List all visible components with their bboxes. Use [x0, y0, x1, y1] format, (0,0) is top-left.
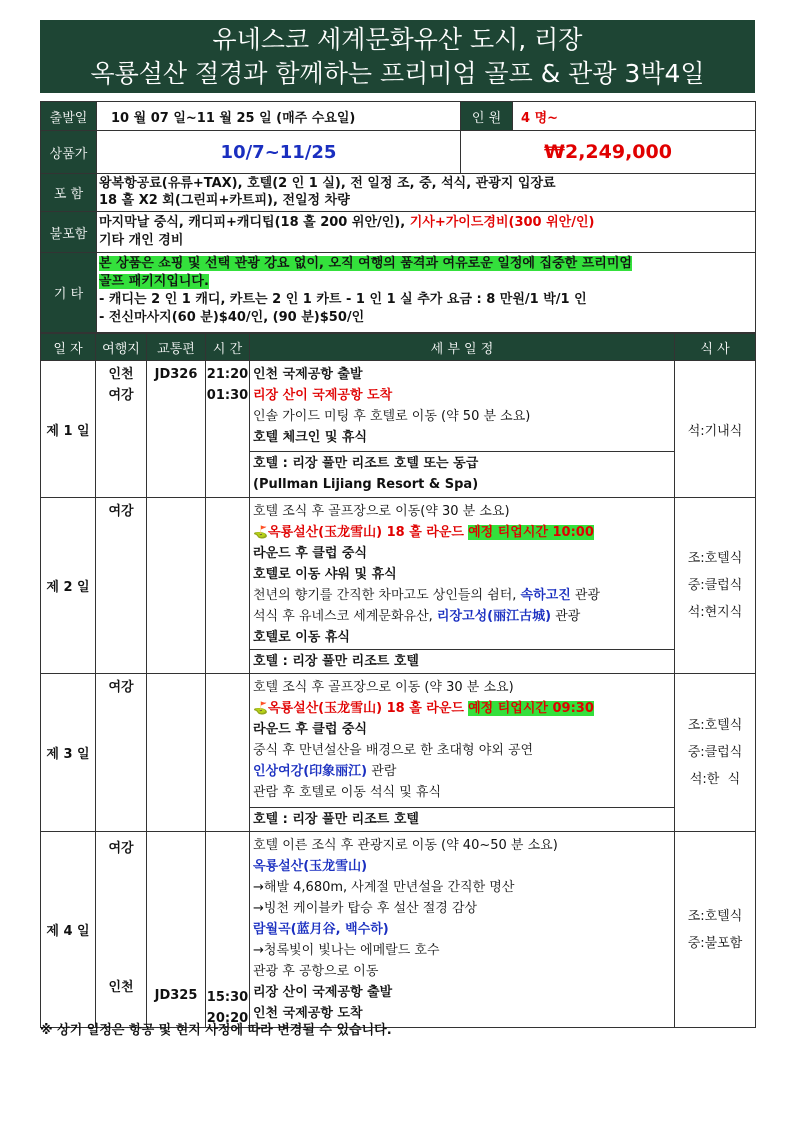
day-1-line-3: 인솔 가이드 미팅 후 호텔로 이동 (약 50 분 소요) — [253, 409, 531, 424]
day-3-line-5b: 관람 — [367, 764, 397, 779]
title-line-1: 유네스코 세계문화유산 도시, 리장 — [212, 25, 583, 54]
day-1-place-2: 여강 — [108, 388, 134, 403]
day-3-meal-1: 조:호텔식 — [687, 718, 743, 733]
day-2-line-6b: 리장고성(丽江古城) — [436, 609, 552, 624]
schedule-table — [40, 333, 756, 1028]
golf-flag-icon: ⛳ — [253, 525, 268, 539]
day-3-place-1: 여강 — [96, 674, 147, 832]
day-4-place-2: 인천 — [108, 980, 134, 995]
day-2-line-5a: 천년의 향기를 간직한 차마고도 상인들의 쉼터, — [253, 588, 521, 603]
day-2-label: 제 2 일 — [41, 498, 96, 674]
day-4-time-1: 15:30 — [206, 990, 249, 1005]
header-day: 일 자 — [41, 334, 96, 361]
day-3-meal-2: 중:클럽식 — [687, 745, 743, 760]
day-2-line-5c: 관광 — [570, 588, 601, 603]
exclude-line-2: 기타 개인 경비 — [99, 233, 184, 248]
day-3-label: 제 3 일 — [41, 674, 96, 832]
title-line-2: 옥룡설산 절경과 함께하는 프리미엄 골프 & 관광 3박4일 — [90, 59, 705, 88]
include-line-1: 왕복항공료(유류+TAX), 호텔(2 인 1 실), 전 일정 조, 중, 석식, 관광지 입장료 — [99, 176, 556, 191]
day-4-line-5: 람월곡(蓝月谷, 백수하) — [253, 922, 389, 937]
day-2-place-1: 여강 — [96, 498, 147, 674]
day-4-line-7: 관광 후 공항으로 이동 — [253, 964, 379, 979]
header-meal: 식 사 — [675, 334, 756, 361]
info-table — [40, 101, 756, 333]
day-2-meal-1: 조:호텔식 — [687, 551, 743, 566]
day-2-line-6a: 석식 후 유네스코 세계문화유산, — [253, 609, 437, 624]
day-4-line-9: 인천 국제공항 도착 — [253, 1006, 363, 1021]
day-3-golf: 옥룡설산(玉龙雪山) 18 홀 라운드 — [267, 701, 464, 716]
day-4-line-8: 리장 산이 국제공항 출발 — [253, 985, 393, 1000]
people-value: 4 명~ — [513, 102, 756, 131]
day-4-meal-2: 중:불포함 — [687, 935, 743, 951]
price-period: 10/7~11/25 — [97, 131, 461, 174]
footer-note: ※ 상기 일정은 항공 및 현지 사정에 따라 변경될 수 있습니다. — [40, 1023, 392, 1038]
day-2-line-1: 호텔 조식 후 골프장으로 이동(약 30 분 소요) — [253, 504, 510, 519]
departure-value: 10 월 07 일~11 월 25 일 (매주 수요일) — [97, 102, 461, 131]
etc-line-4: - 전신마사지(60 분)$40/인, (90 분)$50/인 — [99, 310, 365, 325]
price-value: ₩2,249,000 — [461, 131, 756, 174]
day-3-line-3: 라운드 후 클럽 중식 — [253, 722, 368, 737]
day-3-line-5a: 인상여강(印象丽江) — [253, 764, 368, 779]
day-4-line-6: →청록빛이 빛나는 에메랄드 호수 — [253, 943, 440, 958]
day-1-time-1: 21:20 — [206, 367, 249, 382]
day-1-line-2: 리장 산이 국제공항 도착 — [253, 388, 393, 403]
day-1-line-1: 인천 국제공항 출발 — [253, 367, 363, 382]
day-3-teeoff: 예정 티업시간 09:30 — [468, 701, 594, 716]
day-2-meal-3: 석:현지식 — [687, 605, 743, 620]
include-label: 포 함 — [41, 174, 97, 212]
day-2-line-3: 라운드 후 클럽 중식 — [253, 546, 368, 561]
day-2-line-4: 호텔로 이동 샤워 및 휴식 — [253, 567, 397, 582]
day-3-line-4: 중식 후 만년설산을 배경으로 한 초대형 야외 공연 — [253, 743, 534, 758]
day-4-place-1: 여강 — [108, 841, 134, 856]
exclude-label: 불포함 — [41, 212, 97, 253]
day-2-teeoff: 예정 티업시간 10:00 — [468, 525, 594, 540]
etc-line-2: 골프 패키지입니다. — [99, 274, 209, 289]
etc-line-3: - 캐디는 2 인 1 캐디, 카트는 2 인 1 카트 - 1 인 1 실 추가 요금 : 8 만원/1 박/1 인 — [99, 292, 587, 307]
day-4-meal-1: 조:호텔식 — [687, 908, 743, 924]
include-line-2: 18 홀 X2 회(그린피+카트피), 전일정 차량 — [99, 193, 350, 208]
day-4-label: 제 4 일 — [41, 832, 96, 1028]
day-1-time-2: 01:30 — [206, 388, 249, 403]
day-4-time-2: 20:20 — [206, 1011, 249, 1026]
day-4-line-2: 옥룡설산(玉龙雪山) — [253, 859, 368, 874]
day-2-hotel: 호텔 : 리장 풀만 리조트 호텔 — [253, 654, 419, 669]
header-detail: 세 부 일 정 — [250, 334, 675, 361]
day-1-hotel-2: (Pullman Lijiang Resort & Spa) — [253, 477, 479, 492]
day-3-line-1: 호텔 조식 후 골프장으로 이동 (약 30 분 소요) — [253, 680, 514, 695]
day-1-label: 제 1 일 — [41, 361, 96, 498]
etc-line-1: 본 상품은 쇼핑 및 선택 관광 강요 없이, 오직 여행의 품격과 여유로운 일정에 집중한 프리미엄 — [99, 256, 632, 271]
departure-label: 출발일 — [41, 102, 97, 131]
header-time: 시 간 — [206, 334, 250, 361]
day-1-place-1: 인천 — [108, 367, 134, 382]
day-4-transport: JD325 — [154, 988, 198, 1003]
header-place: 여행지 — [96, 334, 147, 361]
exclude-line-1a: 마지막날 중식, 캐디피+캐디팁(18 홀 200 위안/인), — [99, 215, 410, 230]
day-2-meal-2: 중:클럽식 — [687, 578, 743, 593]
exclude-line-1b: 기사+가이드경비(300 위안/인) — [409, 215, 595, 230]
etc-label: 기 타 — [41, 253, 97, 333]
title-banner — [40, 20, 755, 93]
day-4-line-4: →빙천 케이블카 탑승 후 설산 절경 감상 — [253, 901, 478, 916]
day-2-line-6c: 관광 — [551, 609, 581, 624]
people-label: 인 원 — [461, 102, 513, 131]
day-1-hotel-1: 호텔 : 리장 풀만 리조트 호텔 또는 동급 — [253, 456, 479, 471]
day-2-golf: 옥룡설산(玉龙雪山) 18 홀 라운드 — [267, 525, 464, 540]
header-transport: 교통편 — [147, 334, 206, 361]
day-3-meal-3: 석:한 식 — [689, 772, 741, 787]
day-1-line-4: 호텔 체크인 및 휴식 — [253, 430, 368, 445]
day-2-line-7: 호텔로 이동 휴식 — [253, 630, 350, 645]
day-1-meal: 석:기내식 — [675, 361, 756, 498]
day-3-hotel: 호텔 : 리장 풀만 리조트 호텔 — [253, 812, 419, 827]
day-3-line-6: 관람 후 호텔로 이동 석식 및 휴식 — [253, 785, 442, 800]
day-4-line-1: 호텔 이른 조식 후 관광지로 이동 (약 40~50 분 소요) — [253, 838, 558, 853]
day-2-line-5b: 속하고진 — [520, 588, 571, 603]
golf-flag-icon: ⛳ — [253, 701, 268, 715]
day-1-transport: JD326 — [147, 361, 206, 498]
price-label: 상품가 — [41, 131, 97, 174]
day-4-line-3: →해발 4,680m, 사계절 만년설을 간직한 명산 — [253, 880, 515, 895]
